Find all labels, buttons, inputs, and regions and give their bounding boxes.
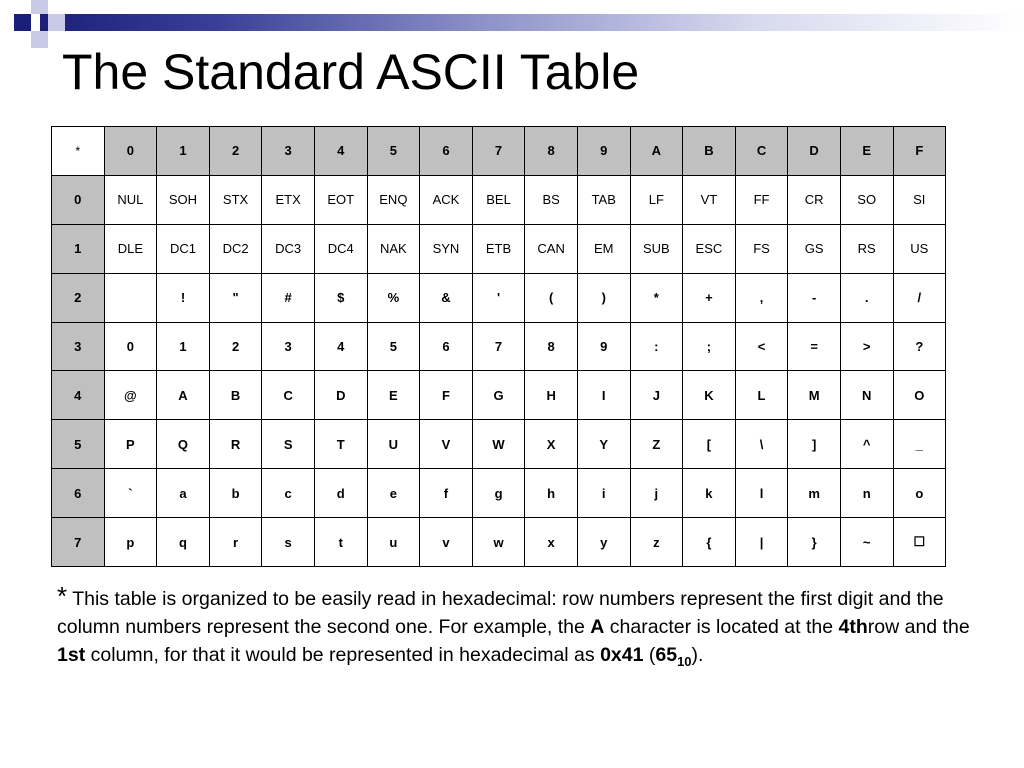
- table-cell: m: [788, 469, 841, 518]
- column-header: 0: [104, 127, 157, 176]
- table-cell: DC2: [209, 224, 262, 273]
- table-cell: SUB: [630, 224, 683, 273]
- decorative-square: [48, 14, 65, 31]
- table-cell: x: [525, 518, 578, 567]
- column-header: D: [788, 127, 841, 176]
- table-cell: r: [209, 518, 262, 567]
- table-cell: ;: [683, 322, 736, 371]
- header-gradient-band: [40, 14, 1024, 31]
- table-cell: US: [893, 224, 946, 273]
- table-row: [52, 224, 946, 273]
- table-cell: FF: [735, 175, 788, 224]
- footnote-emphasis: A: [590, 616, 605, 638]
- footnote-subscript: 10: [677, 653, 692, 669]
- table-cell: CAN: [525, 224, 578, 273]
- table-cell: D: [314, 371, 367, 420]
- table-cell: =: [788, 322, 841, 371]
- table-cell: $: [314, 273, 367, 322]
- column-header: 2: [209, 127, 262, 176]
- table-cell: ~: [840, 518, 893, 567]
- table-cell: ]: [788, 420, 841, 469]
- table-cell: J: [630, 371, 683, 420]
- table-cell: ☐: [893, 518, 946, 567]
- table-cell: +: [683, 273, 736, 322]
- slide-title: The Standard ASCII Table: [62, 44, 640, 100]
- table-cell: E: [367, 371, 420, 420]
- table-cell: j: [630, 469, 683, 518]
- table-cell: 3: [262, 322, 315, 371]
- column-header: 6: [420, 127, 473, 176]
- table-cell: ): [577, 273, 630, 322]
- table-cell: >: [840, 322, 893, 371]
- table-cell: .: [840, 273, 893, 322]
- table-cell: u: [367, 518, 420, 567]
- table-cell: [: [683, 420, 736, 469]
- table-cell: DC4: [314, 224, 367, 273]
- column-header: 4: [314, 127, 367, 176]
- table-cell: T: [314, 420, 367, 469]
- footnote-text: column, for that it would be represented in hexadecimal as: [85, 644, 601, 666]
- table-cell: U: [367, 420, 420, 469]
- table-cell: RS: [840, 224, 893, 273]
- footnote-emphasis: 4th: [838, 616, 868, 638]
- column-header: 5: [367, 127, 420, 176]
- table-cell: ': [472, 273, 525, 322]
- table-cell: `: [104, 469, 157, 518]
- table-cell: f: [420, 469, 473, 518]
- table-row: [52, 371, 946, 420]
- table-row: [52, 469, 946, 518]
- table-cell: NAK: [367, 224, 420, 273]
- table-cell: e: [367, 469, 420, 518]
- table-cell: \: [735, 420, 788, 469]
- column-header: 1: [157, 127, 210, 176]
- table-cell: K: [683, 371, 736, 420]
- footnote-text: character is located at the: [604, 616, 839, 638]
- table-cell: o: [893, 469, 946, 518]
- table-cell: P: [104, 420, 157, 469]
- table-cell: i: [577, 469, 630, 518]
- row-header: 4: [52, 371, 105, 420]
- table-cell: DC1: [157, 224, 210, 273]
- table-cell: !: [157, 273, 210, 322]
- table-cell: C: [262, 371, 315, 420]
- table-cell: SOH: [157, 175, 210, 224]
- table-cell: -: [788, 273, 841, 322]
- table-cell: DC3: [262, 224, 315, 273]
- table-cell: NUL: [104, 175, 157, 224]
- table-row: [52, 322, 946, 371]
- footnote-emphasis: [655, 644, 692, 669]
- table-cell: 0: [104, 322, 157, 371]
- footnote-decimal-value: 65: [655, 644, 678, 666]
- table-cell: *: [630, 273, 683, 322]
- table-cell: O: [893, 371, 946, 420]
- table-cell: L: [735, 371, 788, 420]
- table-cell: %: [367, 273, 420, 322]
- table-cell: h: [525, 469, 578, 518]
- table-cell: (: [525, 273, 578, 322]
- column-header: 3: [262, 127, 315, 176]
- table-cell: 1: [157, 322, 210, 371]
- table-cell: v: [420, 518, 473, 567]
- table-cell: q: [157, 518, 210, 567]
- table-cell: c: [262, 469, 315, 518]
- table-cell: ETX: [262, 175, 315, 224]
- table-cell: :: [630, 322, 683, 371]
- table-cell: FS: [735, 224, 788, 273]
- table-cell: LF: [630, 175, 683, 224]
- table-cell: 6: [420, 322, 473, 371]
- table-cell: /: [893, 273, 946, 322]
- table-cell: Q: [157, 420, 210, 469]
- table-row: [52, 420, 946, 469]
- table-cell: F: [420, 371, 473, 420]
- table-cell: _: [893, 420, 946, 469]
- row-header: 7: [52, 518, 105, 567]
- footnote: [57, 582, 972, 676]
- table-cell: y: [577, 518, 630, 567]
- table-cell: p: [104, 518, 157, 567]
- decorative-square: [48, 0, 65, 14]
- table-cell: BS: [525, 175, 578, 224]
- column-header: 9: [577, 127, 630, 176]
- footnote-emphasis: 0x41: [600, 644, 644, 666]
- ascii-table-body: [52, 127, 946, 567]
- ascii-table: [51, 126, 946, 567]
- table-cell: b: [209, 469, 262, 518]
- column-header: E: [840, 127, 893, 176]
- footnote-text: row and the: [867, 616, 970, 638]
- column-header: 7: [472, 127, 525, 176]
- table-cell: 5: [367, 322, 420, 371]
- table-cell: @: [104, 371, 157, 420]
- table-cell: k: [683, 469, 736, 518]
- table-cell: 4: [314, 322, 367, 371]
- table-cell: SYN: [420, 224, 473, 273]
- table-cell: z: [630, 518, 683, 567]
- table-cell: N: [840, 371, 893, 420]
- table-cell: s: [262, 518, 315, 567]
- table-cell: a: [157, 469, 210, 518]
- table-cell: TAB: [577, 175, 630, 224]
- table-cell: 8: [525, 322, 578, 371]
- table-cell: <: [735, 322, 788, 371]
- table-cell: [104, 273, 157, 322]
- table-cell: 2: [209, 322, 262, 371]
- column-header: C: [735, 127, 788, 176]
- table-cell: SO: [840, 175, 893, 224]
- table-cell: g: [472, 469, 525, 518]
- table-cell: CR: [788, 175, 841, 224]
- row-header: 2: [52, 273, 105, 322]
- table-row: [52, 518, 946, 567]
- table-cell: l: [735, 469, 788, 518]
- table-cell: ACK: [420, 175, 473, 224]
- table-cell: ?: [893, 322, 946, 371]
- table-cell: ": [209, 273, 262, 322]
- table-cell: Z: [630, 420, 683, 469]
- decorative-square: [31, 31, 48, 48]
- table-cell: }: [788, 518, 841, 567]
- table-cell: Y: [577, 420, 630, 469]
- table-cell: GS: [788, 224, 841, 273]
- table-cell: W: [472, 420, 525, 469]
- row-header: 0: [52, 175, 105, 224]
- decorative-square: [31, 0, 48, 14]
- table-cell: H: [525, 371, 578, 420]
- table-cell: |: [735, 518, 788, 567]
- table-cell: V: [420, 420, 473, 469]
- column-header: B: [683, 127, 736, 176]
- table-cell: d: [314, 469, 367, 518]
- table-cell: A: [157, 371, 210, 420]
- table-cell: 9: [577, 322, 630, 371]
- footnote-text: This table is organized to be easily read in hexadecimal: row numbers represent the first digit and the column numbers represent the second one. For example, the: [57, 588, 944, 638]
- row-header: 3: [52, 322, 105, 371]
- row-header: 5: [52, 420, 105, 469]
- table-cell: {: [683, 518, 736, 567]
- table-cell: B: [209, 371, 262, 420]
- table-cell: n: [840, 469, 893, 518]
- column-header: 8: [525, 127, 578, 176]
- table-cell: SI: [893, 175, 946, 224]
- table-cell: R: [209, 420, 262, 469]
- table-cell: EOT: [314, 175, 367, 224]
- row-header: 6: [52, 469, 105, 518]
- table-cell: STX: [209, 175, 262, 224]
- decorative-square: [14, 14, 31, 31]
- table-cell: X: [525, 420, 578, 469]
- table-cell: G: [472, 371, 525, 420]
- table-cell: ^: [840, 420, 893, 469]
- footnote-text: ).: [691, 644, 704, 666]
- column-header: A: [630, 127, 683, 176]
- table-cell: &: [420, 273, 473, 322]
- table-cell: ENQ: [367, 175, 420, 224]
- table-cell: VT: [683, 175, 736, 224]
- table-cell: #: [262, 273, 315, 322]
- footnote-text: (: [643, 644, 656, 666]
- table-cell: EM: [577, 224, 630, 273]
- table-cell: I: [577, 371, 630, 420]
- table-cell: t: [314, 518, 367, 567]
- footnote-asterisk: *: [57, 581, 68, 611]
- table-cell: 7: [472, 322, 525, 371]
- table-cell: BEL: [472, 175, 525, 224]
- table-row: [52, 273, 946, 322]
- table-cell: ,: [735, 273, 788, 322]
- table-cell: w: [472, 518, 525, 567]
- column-header: F: [893, 127, 946, 176]
- corner-cell: *: [52, 127, 105, 176]
- footnote-emphasis: 1st: [57, 644, 86, 666]
- header-row: [52, 127, 946, 176]
- table-cell: M: [788, 371, 841, 420]
- table-cell: S: [262, 420, 315, 469]
- table-row: [52, 175, 946, 224]
- table-cell: ETB: [472, 224, 525, 273]
- row-header: 1: [52, 224, 105, 273]
- table-cell: ESC: [683, 224, 736, 273]
- table-cell: DLE: [104, 224, 157, 273]
